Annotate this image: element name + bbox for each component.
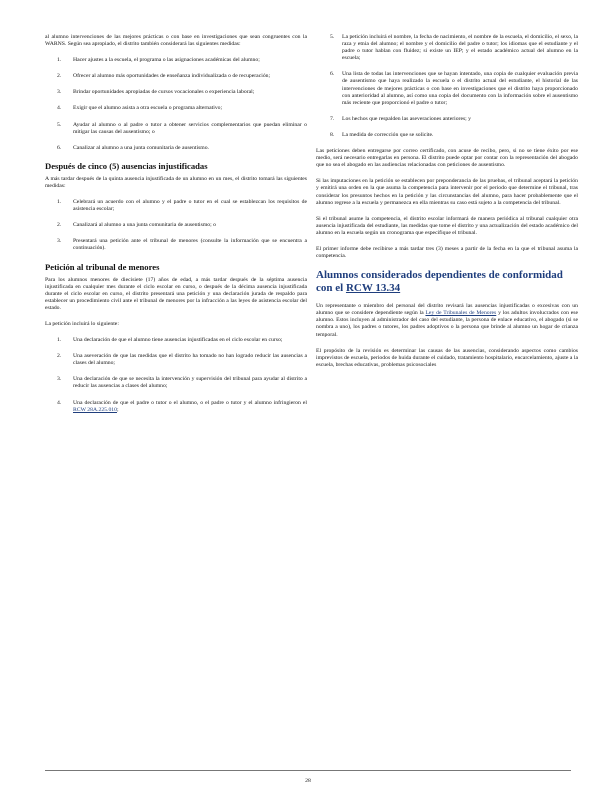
list-number: 3. <box>57 89 62 96</box>
footer-divider <box>45 770 571 771</box>
section-heading-dependent-students <box>316 269 578 295</box>
paragraph-text: Un representante o miembro del personal del distrito revisará las ausencias injustificadas o excesivas con un alumno que se considere dependiente según la <box>316 303 578 317</box>
right-column <box>316 34 578 378</box>
list-number: 2. <box>57 222 62 229</box>
list-text: Una aseveración de que las medidas que el distrito ha tomado no han logrado reducir las ausencias a clases del alumno; <box>73 353 307 367</box>
list-item <box>45 145 307 152</box>
list-text: Brindar oportunidades apropiadas de cursos vocacionales o experiencia laboral; <box>73 89 255 96</box>
list-text: La medida de corrección que se solicite. <box>342 131 434 138</box>
list-text: Una declaración de que el padre o tutor o el alumno, o el padre o tutor y el alumno infringieron el <box>73 399 307 406</box>
petition-list-continued <box>316 34 578 139</box>
list-number: 5. <box>330 34 335 40</box>
review-purpose-paragraph: El propósito de la revisión es determinar las causas de las ausencias, considerando aspectos como cambios imprevistos de escuela, periodos de huida durante el cuidado, tratamiento hospitalario, encarcelamiento, ajuste a la escuela, brechas educativas, problemas psicosociales <box>316 347 578 368</box>
list-number: 4. <box>57 399 62 406</box>
list-number: 2. <box>57 353 62 360</box>
list-item <box>45 222 307 229</box>
petition-intro: La petición incluirá lo siguiente: <box>45 320 119 327</box>
list-item <box>316 71 578 106</box>
list-number: 8. <box>330 131 335 138</box>
list-text: Una lista de todas las intervenciones que se hayan intentado, una copia de cualquier evaluación previa de ausentismo que haya realizado la escuela o el distrito actual del estudiante, el historial de las intervenciones de mejores prácticas o con base en investigaciones que el distrito haya proporcionado con anterioridad al alumno, así como una copia del documento con la información sobre el ausentismo más reciente que proporcionó el padre o tutor; <box>342 71 578 106</box>
list-text: La petición incluirá el nombre, la fecha de nacimiento, el nombre de la escuela, el domicilio, el sexo, la raza y etnia del alumno; el nombre y el domicilio del padre o tutor; los idiomas que el estudiante y el padre o tutor hablan con fluidez; si existe un IEP; y el estado académico actual del alumno en la escuela; <box>342 34 578 62</box>
list-number: 5. <box>57 121 62 128</box>
list-number: 6. <box>330 71 335 78</box>
list-item <box>316 34 578 62</box>
juvenile-court-paragraph: Para los alumnos menores de diecisiete (17) años de edad, a más tardar después de la séptima ausencia injustificada en cualquier mes durante el ciclo escolar en curso, o después de la décima ausencia injustificada durante el ciclo escolar en curso, el distrito presentará una petición y una declaración jurada de respaldo para establecer un procedimiento civil ante el tribunal de menores por la infracción a las leyes de asistencia escolar del estado. <box>45 276 307 311</box>
list-text: Una declaración de que se necesita la intervención y supervisión del tribunal para ayudar al distrito a reducir las ausencias a clases del alumno; <box>73 376 307 390</box>
list-text: Celebrará un acuerdo con el alumno y el padre o tutor en el cual se establezcan los requisitos de asistencia escolar; <box>73 199 307 213</box>
list-text: Exigir que el alumno asista a otra escuela o programa alternativo; <box>73 105 223 112</box>
measures-list <box>45 57 307 152</box>
list-text: Una declaración de que el alumno tiene ausencias injustificadas en el ciclo escolar en curso; <box>73 337 283 344</box>
list-number: 3. <box>57 376 62 383</box>
page-number: 28 <box>305 778 311 784</box>
list-item <box>45 122 307 136</box>
rcw-13-34-link[interactable]: RCW 13.34 <box>345 282 401 295</box>
first-report-paragraph: El primer informe debe recibirse a más tardar tres (3) meses a partir de la fecha en la que el tribunal asuma la competencia. <box>316 245 578 260</box>
list-item <box>45 105 307 112</box>
list-text: Hacer ajustes a la escuela, el programa o las asignaciones académicas del alumno; <box>73 57 260 64</box>
list-number: 6. <box>57 144 62 151</box>
paragraph-text-cont: y los adultos involucrados con ese alumno. Estos incluyen al administrador del caso del estudiante, la persona de enlace educativo, el abogado (si se nombra a uno), los padres o tutores, los padres adoptivos o la persona que brinde al alumno un hogar de crianza temporal. <box>316 310 578 338</box>
list-item <box>45 353 307 367</box>
list-text: Ayudar al alumno o al padre o tutor a obtener servicios complementarios que puedan eliminar o mitigar las causas del ausentismo; o <box>73 121 307 135</box>
heading-text: Alumnos considerados dependientes de conformidad con el <box>316 269 563 295</box>
dependent-review-paragraph <box>316 303 578 338</box>
list-item <box>45 337 307 344</box>
list-number: 1. <box>57 57 62 64</box>
rcw-link[interactable]: RCW 28A.225.010 <box>73 406 117 413</box>
list-number: 1. <box>57 337 62 344</box>
reporting-paragraph: Si el tribunal asume la competencia, el distrito escolar informará de manera periódica al tribunal cualquier otra ausencia injustificada del estudiante, las medidas que tome el distrito y una actualización del estado académico del alumno en la escuela según un cronograma que especifique el tribunal. <box>316 215 578 236</box>
list-item <box>45 238 307 252</box>
left-column <box>45 34 307 423</box>
petition-list <box>45 337 307 414</box>
court-order-paragraph: Si las imputaciones en la petición se establecen por preponderancia de las pruebas, el tribunal aceptará la petición y emitirá una orden en la que asuma la competencia para intervenir por el periodo que determine el tribunal, tras considerar los presuntos hechos en la petición y las circunstancias del alumno, para hacer probablemente que el alumno regrese a la escuela y permanezca en ella mientras su caso está sujeto a la competencia del tribunal. <box>316 178 578 206</box>
list-number: 4. <box>57 105 62 112</box>
list-text: Canalizará al alumno a una junta comunitaria de ausentismo; o <box>73 222 216 229</box>
list-number: 7. <box>330 115 335 122</box>
list-item <box>45 57 307 64</box>
section-heading-juvenile-court: Petición al tribunal de menores <box>45 261 160 272</box>
section-heading-five-absences: Después de cinco (5) ausencias injustificadas <box>45 160 208 171</box>
list-item <box>45 73 307 80</box>
list-item <box>316 132 578 139</box>
list-text: Canalizar al alumno a una junta comunitaria de ausentismo. <box>73 144 209 151</box>
list-text-end: ; <box>116 406 119 413</box>
list-item <box>45 376 307 390</box>
intro-paragraph: al alumno intervenciones de las mejores prácticas o con base en investigaciones que sean congruentes con la WARNS. Según sea apropiado, el distrito también considerará las siguientes medidas: <box>45 34 307 48</box>
list-number: 2. <box>57 73 62 80</box>
list-number: 3. <box>57 238 62 245</box>
list-text: Los hechos que respalden las aseveraciones anteriores; y <box>342 115 472 122</box>
juvenile-court-law-link[interactable]: Ley de Tribunales de Menores <box>425 310 497 317</box>
service-paragraph: Las peticiones deben entregarse por correo certificado, con acuse de recibo, pero, si no se tiene éxito por ese medio, será necesario entregarlas en persona. El distrito puede optar por contar con la representación del abogado que no sea el abogado en las audiencias relacionadas con peticiones de ausentismo. <box>316 148 578 169</box>
list-item <box>45 400 307 414</box>
measures2-list <box>45 199 307 252</box>
five-absences-paragraph: A más tardar después de la quinta ausencia injustificada de un alumno en un mes, el distrito tomará las siguientes medidas: <box>45 175 307 189</box>
list-item <box>45 89 307 96</box>
list-text: Ofrecer al alumno más oportunidades de enseñanza individualizada o de recuperación; <box>73 73 271 80</box>
list-item <box>45 199 307 213</box>
list-text: Presentará una petición ante el tribunal de menores (consulte la información que se encuentra a continuación). <box>73 238 307 252</box>
list-item <box>316 116 578 123</box>
list-number: 1. <box>57 199 62 206</box>
